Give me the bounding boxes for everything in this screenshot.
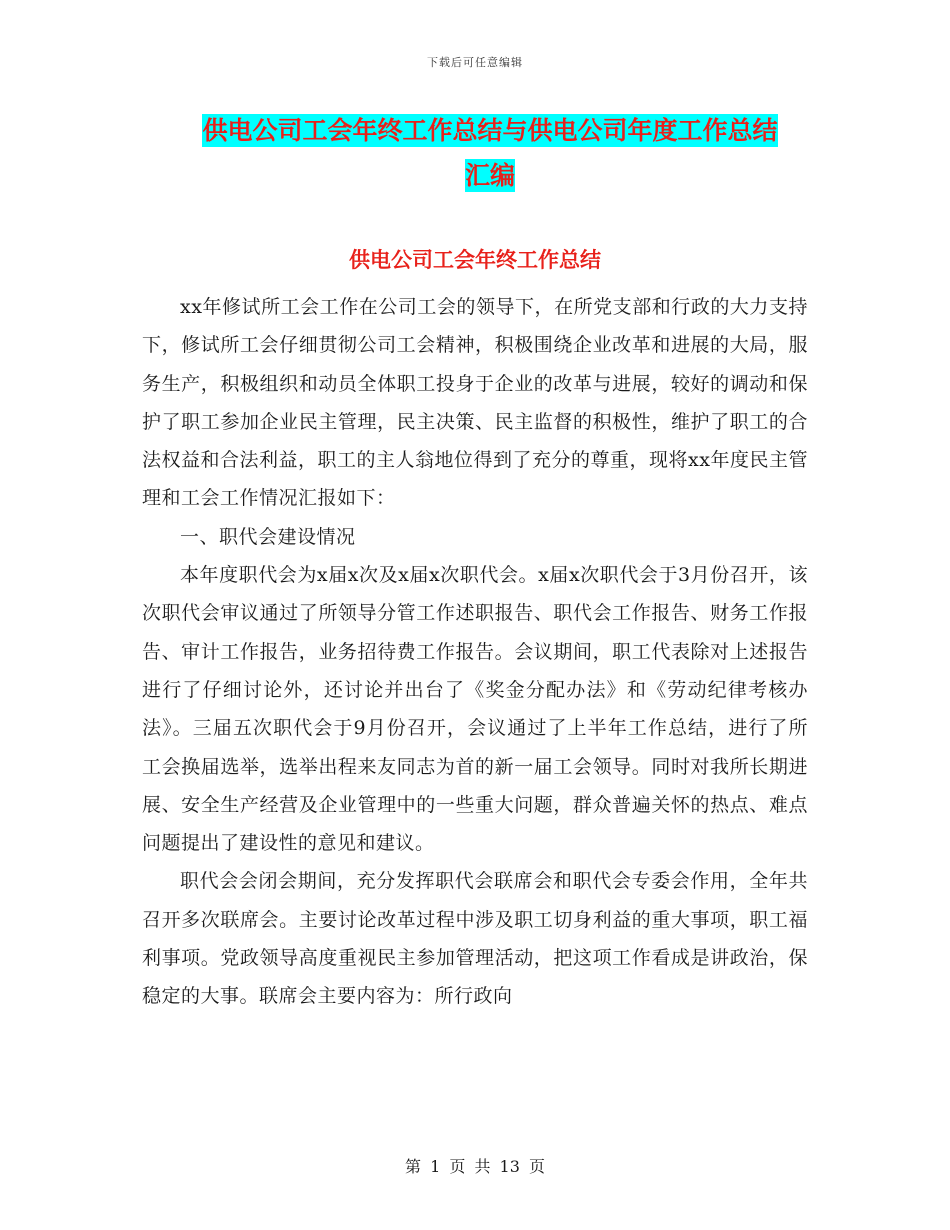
document-title-line-1: 供电公司工会年终工作总结与供电公司年度工作总结: [202, 116, 778, 145]
paragraph: 本年度职代会为x届x次及x届x次职代会。x届x次职代会于3月份召开，该次职代会审议通过了所领导分管工作述职报告、职代会工作报告、财务工作报告、审计工作报告，业务招待费工作报告。会议期间，职工代表除对上述报告进行了仔细讨论外，还讨论并出台了《奖金分配办法》和《劳动纪律考核办法》。三届五次职代会于9月份召开，会议通过了上半年工作总结，进行了所工会换届选举，选举出程来友同志为首的新一届工会领导。同时对我所长期进展、安全生产经营及企业管理中的一些重大问题，群众普遍关怀的热点、难点问题提出了建设性的意见和建议。: [142, 564, 808, 855]
document-body: [142, 288, 808, 1016]
paragraph: 职代会会闭会期间，充分发挥职代会联席会和职代会专委会作用，全年共召开多次联席会。主要讨论改革过程中涉及职工切身利益的重大事项，职工福利事项。党政领导高度重视民主参加管理活动，把这项工作看成是讲政治，保稳定的大事。联席会主要内容为：所行政向: [142, 870, 808, 1008]
document-title: [140, 108, 840, 198]
header-note: 下载后可任意编辑: [427, 56, 523, 69]
paragraph: xx年修试所工会工作在公司工会的领导下，在所党支部和行政的大力支持下，修试所工会仔细贯彻公司工会精神，积极围绕企业改革和进展的大局，服务生产，积极组织和动员全体职工投身于企业的改革与进展，较好的调动和保护了职工参加企业民主管理，民主决策、民主监督的积极性，维护了职工的合法权益和合法利益，职工的主人翁地位得到了充分的尊重，现将xx年度民主管理和工会工作情况汇报如下：: [142, 296, 808, 510]
paragraph-heading: 一、职代会建设情况: [180, 525, 356, 548]
section-title: 供电公司工会年终工作总结: [349, 248, 601, 272]
document-title-line-2: 汇编: [464, 161, 515, 190]
page-number: 第 1 页 共 13 页: [405, 1157, 545, 1176]
